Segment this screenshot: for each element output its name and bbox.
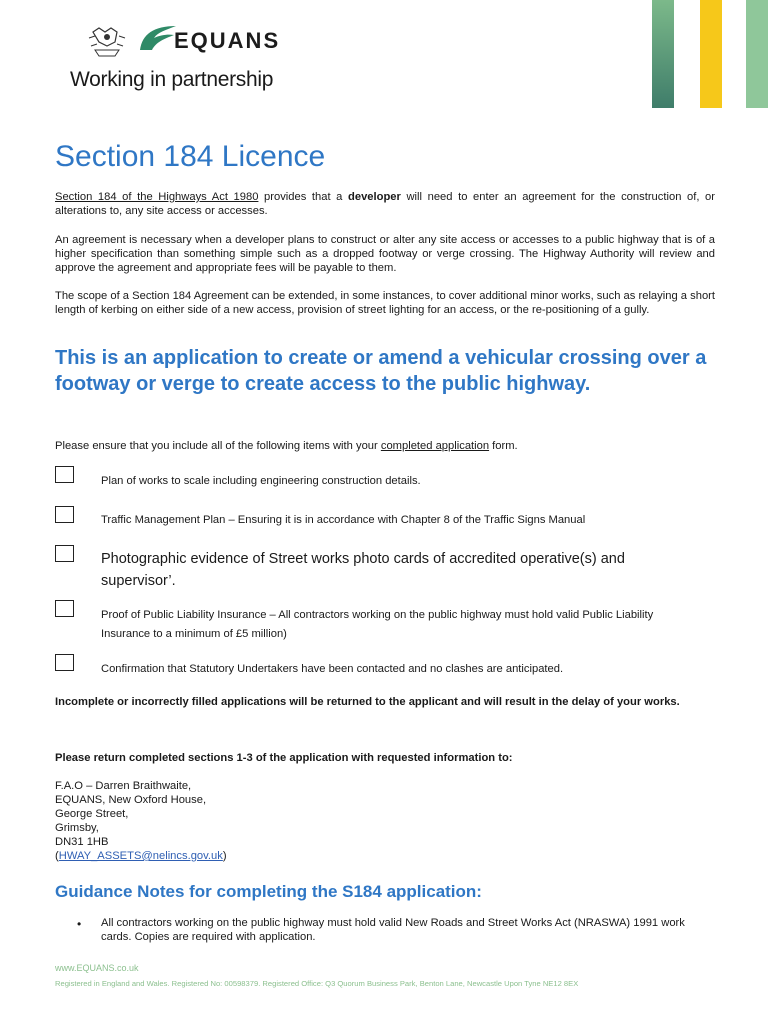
bullet-icon: • (77, 917, 82, 931)
completed-application-link[interactable]: completed application (380, 440, 490, 452)
checkbox-public-liability[interactable] (55, 600, 74, 617)
intro-paragraph-3: The scope of a Section 184 Agreement can be extended, in some instances, to cover additional minor works, such as relaying a short length of kerbing on either side of a new access, provision of street lighting for an access, or the re-positioning of a gully. (55, 290, 715, 316)
address-line: Grimsby, (55, 822, 99, 834)
intro-paragraph-2: An agreement is necessary when a developer plans to construct or alter any site access or accesses to a public highway that is of a higher specification than something simple such as a dropped footway or verge crossing. The Highway Authority will review and approve the agreement and appropriate fees will be payable to them. (55, 234, 715, 274)
checkbox-plan-of-works[interactable] (55, 466, 74, 483)
ensure-text-before: Please ensure that you include all of the following items with your (55, 440, 381, 452)
guidance-title: Guidance Notes for completing the S184 application: (55, 882, 482, 901)
tagline: Working in partnership (70, 68, 274, 91)
footer-website[interactable]: www.EQUANS.co.uk (55, 963, 139, 973)
checklist-label: Traffic Management Plan – Ensuring it is in accordance with Chapter 8 of the Traffic Signs Manual (101, 514, 586, 526)
brand-name: EQUANS (174, 28, 281, 53)
address-line: George Street, (55, 808, 129, 820)
incomplete-warning: Incomplete or incorrectly filled applications will be returned to the applicant and will result in the delay of your works. (55, 696, 680, 708)
return-heading: Please return completed sections 1-3 of the application with requested information to: (55, 752, 513, 764)
address-line: EQUANS, New Oxford House, (55, 794, 207, 806)
highways-act-link[interactable]: Section 184 of the Highways Act 1980 (55, 191, 259, 203)
address-line: F.A.O – Darren Braithwaite, (55, 780, 192, 792)
checkbox-traffic-management[interactable] (55, 506, 74, 523)
council-crest-icon (85, 24, 129, 60)
checkbox-statutory-undertakers[interactable] (55, 654, 74, 671)
intro-text: provides that a (258, 191, 349, 203)
email-link[interactable]: HWAY_ASSETS@nelincs.gov.uk (58, 850, 223, 862)
application-heading: This is an application to create or amend a vehicular crossing over a footway or verge to create access to the public highway. (55, 347, 707, 395)
address-line: DN31 1HB (55, 836, 109, 848)
postal-address (55, 779, 715, 863)
page-title: Section 184 Licence (55, 140, 326, 173)
brand-stripe-yellow (700, 0, 722, 108)
checklist-label: Plan of works to scale including engineering construction details. (101, 475, 421, 487)
checklist-label: Photographic evidence of Street works photo cards of accredited operative(s) and supervisor’. (101, 551, 625, 589)
ensure-text-after: form. (489, 440, 518, 452)
guidance-bullet: All contractors working on the public highway must hold valid New Roads and Street Works Act (NRASWA) 1991 work cards. Copies are required with application. (101, 917, 685, 943)
email-line: (HWAY_ASSETS@nelincs.gov.uk) (55, 850, 227, 862)
developer-emphasis: developer (348, 191, 401, 203)
brand-stripe-light-green (746, 0, 768, 108)
ensure-text (55, 439, 715, 453)
intro-text: will need to enter an agreement for the construction of, or alterations to, any site access or accesses. (55, 191, 716, 217)
checklist-label: Confirmation that Statutory Undertakers have been contacted and no clashes are anticipated. (101, 663, 564, 675)
checkbox-photographic-evidence[interactable] (55, 545, 74, 562)
checklist-label: Proof of Public Liability Insurance – All contractors working on the public highway must hold valid Public Liability Insurance to a minimum of £5 million) (101, 609, 654, 640)
footer-registration: Registered in England and Wales. Registered No: 00598379. Registered Office: Q3 Quorum Business Park, Benton Lane, Newcastle Upon Tyne NE12 8EX (55, 979, 579, 988)
brand-stripe-green (652, 0, 674, 108)
intro-paragraph-1 (55, 190, 715, 218)
